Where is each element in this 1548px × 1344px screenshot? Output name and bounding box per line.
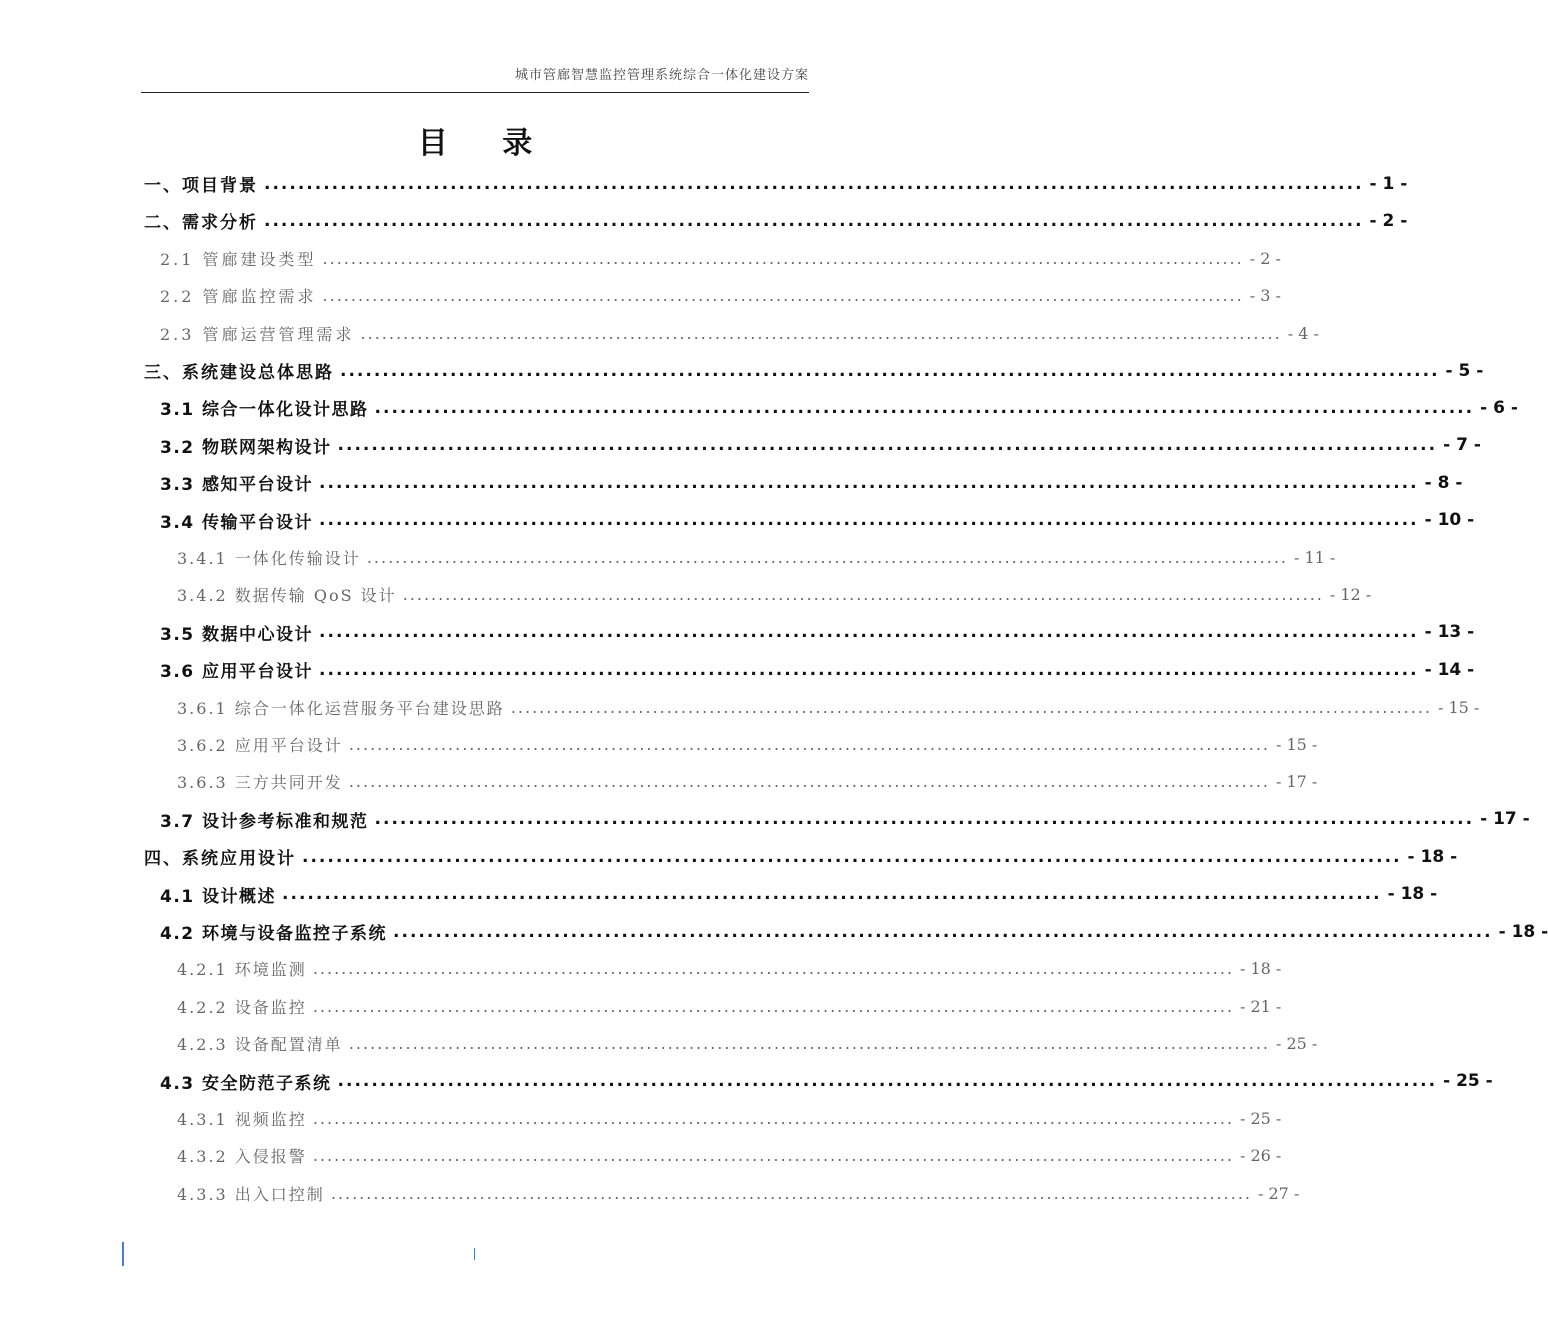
toc-entry-page: - 18 - [1407, 846, 1458, 867]
toc-entry-page: - 17 - [1275, 772, 1318, 792]
toc-dot-leader: .................................................................................................................................. [348, 772, 1270, 792]
toc-dot-leader: .................................................................................................................................. [319, 510, 1419, 531]
toc-dot-leader: .................................................................................................................................. [348, 1034, 1270, 1054]
toc-entry[interactable] [160, 389, 1518, 426]
toc-entry-label: 3.4 传输平台设计 [160, 512, 314, 533]
toc-entry-label: 3.7 设计参考标准和规范 [160, 811, 369, 832]
toc-entry[interactable] [160, 1063, 1493, 1100]
toc-dot-leader: .................................................................................................................................. [374, 809, 1475, 830]
toc-entry-label: 一、项目背景 [144, 176, 258, 196]
toc-entry[interactable] [160, 427, 1481, 464]
toc-entry[interactable] [144, 352, 1484, 389]
toc-dot-leader: .................................................................................................................................. [312, 1146, 1234, 1166]
toc-entry[interactable] [160, 876, 1438, 913]
toc-entry[interactable] [144, 202, 1408, 239]
toc-entry-page: - 25 - [1275, 1034, 1318, 1054]
header-title: 城市管廊智慧监控管理系统综合一体化建设方案 [514, 68, 809, 83]
toc-entry-page: - 12 - [1329, 585, 1372, 605]
toc-entry-page: - 7 - [1443, 435, 1481, 456]
toc-entry-page: - 25 - [1443, 1071, 1493, 1092]
toc-dot-leader: .................................................................................................................................. [322, 286, 1244, 306]
toc-dot-leader: .................................................................................................................................. [312, 959, 1234, 979]
toc-entry-page: - 27 - [1257, 1183, 1300, 1203]
toc-entry[interactable] [160, 502, 1475, 539]
toc-entry[interactable] [160, 315, 1319, 352]
toc-entry-page: - 6 - [1480, 397, 1518, 418]
toc-entry-page: - 13 - [1424, 622, 1475, 643]
toc-dot-leader: .................................................................................................................................. [337, 1071, 1438, 1092]
toc-entry[interactable] [177, 763, 1318, 800]
toc-entry[interactable] [160, 240, 1281, 277]
toc-entry-page: - 17 - [1480, 809, 1530, 830]
toc-dot-leader: .................................................................................................................................. [282, 884, 1382, 905]
toc-entry-page: - 14 - [1424, 659, 1475, 680]
toc-entry-label: 2.3 管廊运营管理需求 [160, 324, 355, 344]
toc-entry-page: - 26 - [1239, 1146, 1282, 1166]
toc-dot-leader: .................................................................................................................................. [312, 996, 1234, 1016]
toc-dot-leader: .................................................................................................................................. [330, 1183, 1252, 1203]
toc-entry-page: - 18 - [1498, 921, 1548, 942]
toc-entry-page: - 25 - [1239, 1109, 1282, 1128]
toc-entry-page: - 2 - [1249, 248, 1281, 268]
footer-left-mark [122, 1242, 124, 1266]
toc-entry-label: 3.5 数据中心设计 [160, 624, 314, 645]
toc-dot-leader: .................................................................................................................................. [393, 921, 1493, 942]
toc-entry-label: 2.2 管廊监控需求 [160, 287, 317, 307]
toc-entry-label: 3.4.1 一体化传输设计 [177, 549, 361, 568]
toc-entry-label: 4.2 环境与设备监控子系统 [160, 924, 388, 944]
toc-dot-leader: .................................................................................................................................. [319, 472, 1419, 493]
toc-dot-leader: .................................................................................................................................. [337, 435, 1438, 456]
toc-entry-label: 3.3 感知平台设计 [160, 475, 314, 496]
toc-entry-page: - 1 - [1369, 173, 1408, 194]
toc-entry[interactable] [160, 277, 1281, 314]
toc-entry-page: - 10 - [1424, 510, 1475, 531]
toc-entry-label: 4.1 设计概述 [160, 886, 277, 907]
toc-dot-leader: .................................................................................................................................. [312, 1109, 1234, 1128]
toc-entry-label: 4.3.2 入侵报警 [177, 1147, 307, 1167]
toc-entry-label: 三、系统建设总体思路 [144, 363, 334, 383]
toc-entry[interactable] [160, 651, 1475, 688]
toc-dot-leader: .................................................................................................................................. [264, 173, 1364, 194]
toc-dot-leader: .................................................................................................................................. [302, 846, 1402, 867]
toc-entry-page: - 5 - [1445, 360, 1484, 381]
toc-dot-leader: .................................................................................................................................. [510, 697, 1432, 717]
toc-entry[interactable] [177, 1025, 1318, 1062]
toc-entry-page: - 18 - [1239, 959, 1282, 979]
toc-entry[interactable] [160, 614, 1475, 651]
toc-dot-leader: .................................................................................................................................. [402, 585, 1324, 605]
toc-entry-label: 四、系统应用设计 [144, 849, 296, 870]
toc-entry-page: - 2 - [1369, 210, 1408, 231]
toc-entry-label: 4.2.2 设备监控 [177, 997, 307, 1017]
toc-dot-leader: .................................................................................................................................. [340, 360, 1440, 381]
toc-entry[interactable] [160, 464, 1463, 501]
toc-entry[interactable] [160, 801, 1530, 838]
toc-entry-page: - 15 - [1275, 735, 1318, 754]
toc-entry[interactable] [177, 1100, 1282, 1137]
toc-entry[interactable] [177, 576, 1372, 613]
toc-entry[interactable] [177, 988, 1282, 1025]
toc-entry-label: 4.2.3 设备配置清单 [177, 1035, 343, 1055]
toc-entry-label: 3.6.2 应用平台设计 [177, 736, 343, 755]
toc-entry-label: 2.1 管廊建设类型 [160, 249, 317, 269]
page-header [141, 64, 809, 93]
toc-entry-label: 二、需求分析 [144, 213, 258, 234]
toc-entry-label: 3.6.1 综合一体化运营服务平台建设思路 [177, 698, 505, 718]
toc-entry-label: 3.4.2 数据传输 QoS 设计 [177, 586, 397, 606]
toc-entry-page: - 3 - [1249, 286, 1281, 306]
toc-entry-label: 4.3 安全防范子系统 [160, 1073, 332, 1094]
toc-dot-leader: .................................................................................................................................. [319, 622, 1419, 643]
toc-entry-label: 3.6 应用平台设计 [160, 662, 314, 683]
toc-entry-page: - 18 - [1387, 884, 1438, 905]
toc-entry[interactable] [177, 1175, 1300, 1212]
toc-entry-label: 3.6.3 三方共同开发 [177, 773, 343, 793]
toc-title: 目 录 [417, 126, 555, 161]
toc-entry[interactable] [160, 913, 1548, 950]
toc-entry-label: 4.2.1 环境监测 [177, 960, 307, 980]
toc-entry-page: - 21 - [1239, 996, 1282, 1016]
toc-entry[interactable] [177, 689, 1480, 726]
toc-entry[interactable] [177, 539, 1336, 576]
toc-entry-page: - 11 - [1293, 548, 1336, 567]
toc-entry-label: 4.3.1 视频监控 [177, 1110, 307, 1129]
toc-entry-label: 4.3.3 出入口控制 [177, 1184, 325, 1204]
toc-entry-label: 3.2 物联网架构设计 [160, 437, 332, 458]
toc-entry-label: 3.1 综合一体化设计思路 [160, 400, 369, 421]
toc-dot-leader: .................................................................................................................................. [374, 397, 1475, 418]
toc-entry[interactable] [144, 165, 1408, 202]
toc-entry[interactable] [177, 950, 1282, 987]
toc-entry-page: - 15 - [1437, 697, 1480, 717]
toc-dot-leader: .................................................................................................................................. [319, 659, 1419, 680]
footer-center-mark [474, 1248, 475, 1260]
toc-entry[interactable] [144, 838, 1458, 875]
toc-dot-leader: .................................................................................................................................. [348, 735, 1270, 754]
toc-entry-page: - 8 - [1424, 472, 1463, 493]
toc-dot-leader: .................................................................................................................................. [264, 210, 1364, 231]
toc-entry[interactable] [177, 1137, 1282, 1174]
toc-dot-leader: .................................................................................................................................. [366, 548, 1288, 567]
toc-dot-leader: .................................................................................................................................. [322, 248, 1244, 268]
toc-entry[interactable] [177, 726, 1318, 763]
toc-dot-leader: .................................................................................................................................. [360, 323, 1282, 343]
toc-entry-page: - 4 - [1287, 323, 1319, 343]
